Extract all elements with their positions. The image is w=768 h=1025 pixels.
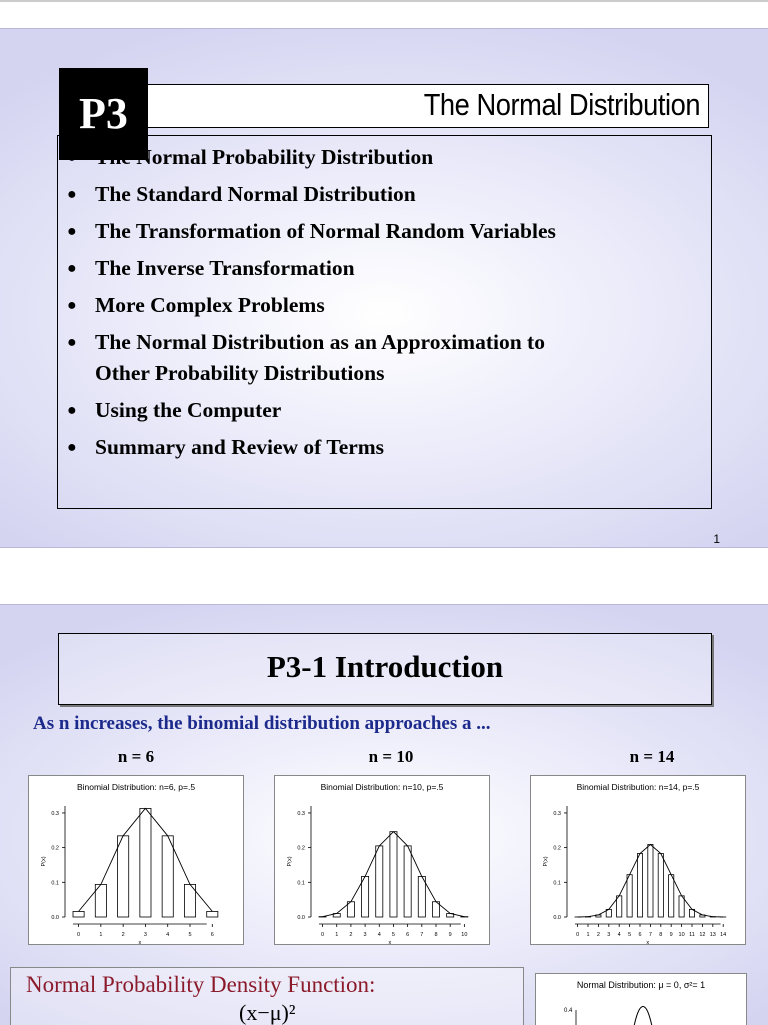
page-separator [0,0,768,2]
normal-chart [535,973,747,1025]
y-tick-label: 0.1 [51,880,59,886]
x-tick-label: 9 [449,932,452,938]
slide-subtitle: As n increases, the binomial distribution approaches a ... [33,713,490,735]
topic-text: The Normal Distribution as an Approximation to [95,330,545,354]
x-tick-label: 8 [434,932,437,938]
n-label-6: n = 6 [76,747,196,767]
y-tick-label: 0.1 [553,880,561,886]
bar [376,846,383,917]
x-tick-label: 2 [597,932,600,938]
topic-text: More Complex Problems [95,293,325,317]
topic-text: Using the Computer [95,398,281,422]
topic-item [67,395,707,426]
topic-item [67,142,707,173]
x-tick-label: 4 [378,932,381,938]
topic-text: Summary and Review of Terms [95,435,384,459]
x-tick-label: 14 [720,932,726,938]
bar [617,896,622,917]
x-tick-label: 7 [649,932,652,938]
bar [118,836,129,917]
pdf-title: Normal Probability Density Function: [26,972,375,998]
x-tick-label: 0 [321,932,324,938]
y-axis-label: P(x) [41,856,47,866]
y-tick-label: 0.3 [553,811,561,817]
bar [73,911,84,917]
bullet-icon: ● [67,395,77,426]
n-label-14: n = 14 [592,747,712,767]
topic-text: The Inverse Transformation [95,256,355,280]
topic-item [67,290,707,321]
bar [404,846,411,917]
x-tick-label: 6 [406,932,409,938]
x-axis-label: x [646,940,649,944]
y-axis-label: P(x) [287,856,293,866]
bullet-icon: ● [67,253,77,284]
topic-item [67,253,707,284]
x-tick-label: 6 [638,932,641,938]
x-tick-label: 3 [364,932,367,938]
topic-text: The Transformation of Normal Random Variables [95,219,556,243]
x-tick-label: 12 [699,932,705,938]
pdf-box [10,967,524,1025]
normal-ytick: 0.4 [564,1008,573,1014]
y-tick-label: 0.0 [297,915,305,921]
y-tick-label: 0.3 [51,811,59,817]
slide-2 [0,604,768,1025]
x-tick-label: 3 [607,932,610,938]
x-tick-label: 10 [461,932,467,938]
bullet-icon: ● [67,432,77,463]
slide-1 [0,28,768,548]
x-axis-label: x [138,940,141,944]
x-tick-label: 8 [659,932,662,938]
bar [140,808,151,917]
x-tick-label: 1 [335,932,338,938]
x-tick-label: 11 [689,932,695,938]
x-tick-label: 13 [710,932,716,938]
y-tick-label: 0.2 [297,846,305,852]
bar [679,896,684,917]
y-tick-label: 0.0 [553,915,561,921]
x-tick-label: 2 [122,932,125,938]
topic-item [67,216,707,247]
normal-chart-svg [536,974,746,1025]
topic-text: The Normal Probability Distribution [95,145,433,169]
x-tick-label: 10 [679,932,685,938]
x-tick-label: 0 [576,932,579,938]
chart-title: Binomial Distribution: n=10, p=.5 [321,782,444,792]
formula-fragment: (x−μ)² [239,1000,295,1025]
bar [362,876,369,917]
normal-curve [631,1007,655,1025]
bar [648,845,653,917]
y-tick-label: 0.0 [51,915,59,921]
binomial-chart-n6 [28,775,244,945]
x-tick-label: 5 [628,932,631,938]
topic-item [67,179,707,210]
x-tick-label: 4 [166,932,169,938]
topic-text: The Standard Normal Distribution [95,182,416,206]
x-tick-label: 3 [144,932,147,938]
chart-title: Binomial Distribution: n=6, p=.5 [77,782,195,792]
bar [658,854,663,917]
bar [162,836,173,917]
x-tick-label: 9 [670,932,673,938]
y-axis-label: P(x) [543,856,549,866]
x-tick-label: 7 [420,932,423,938]
bar [418,876,425,917]
slide-title: The Normal Distribution [424,87,700,123]
x-tick-label: 5 [392,932,395,938]
bar [637,854,642,917]
bar [669,875,674,917]
topic-list [67,142,707,469]
bar [390,832,397,917]
x-tick-label: 2 [349,932,352,938]
x-tick-label: 4 [618,932,621,938]
y-tick-label: 0.3 [297,811,305,817]
n-label-10: n = 10 [331,747,451,767]
x-tick-label: 1 [99,932,102,938]
y-tick-label: 0.2 [51,846,59,852]
binomial-chart-n14 [530,775,746,945]
bullet-icon: ● [67,216,77,247]
topic-item [67,432,707,463]
x-tick-label: 5 [188,932,191,938]
binomial-chart-n10 [274,775,490,945]
x-tick-label: 6 [211,932,214,938]
y-tick-label: 0.1 [297,880,305,886]
bar [627,875,632,917]
x-axis-label: x [389,940,392,944]
bullet-icon: ● [67,290,77,321]
bullet-icon: ● [67,142,77,173]
normal-chart-title: Normal Distribution: μ = 0, σ²= 1 [536,980,746,990]
chart-title: Binomial Distribution: n=14, p=.5 [577,782,700,792]
bullet-icon: ● [67,179,77,210]
slide-title-box [148,84,709,128]
topic-text: Other Probability Distributions [95,361,384,385]
slide-title: P3-1 Introduction [58,633,712,705]
page-number: 1 [713,532,720,546]
chapter-badge: P3 [59,68,148,160]
y-tick-label: 0.2 [553,846,561,852]
x-tick-label: 0 [77,932,80,938]
bullet-icon: ● [67,327,77,358]
topic-item [67,327,707,389]
x-tick-label: 1 [586,932,589,938]
bar [207,911,218,917]
